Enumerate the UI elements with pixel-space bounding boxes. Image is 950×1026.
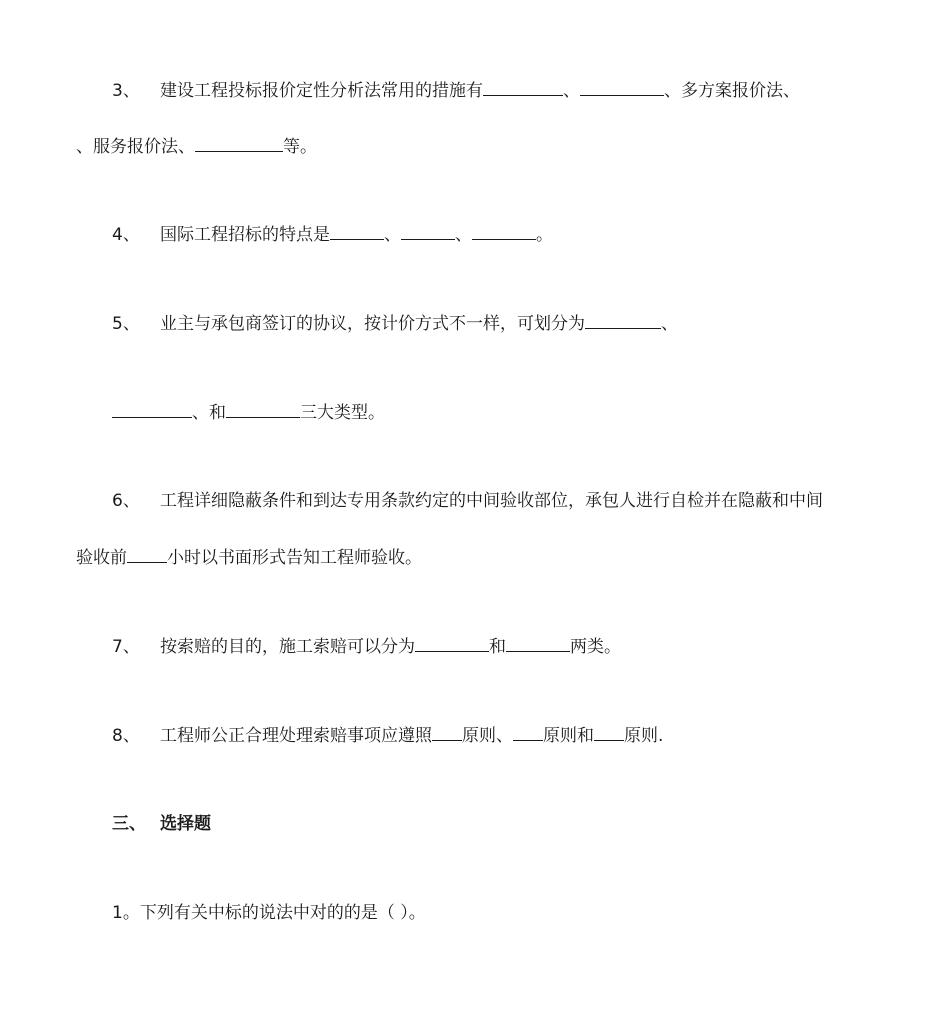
question-text: 和 [489,637,506,657]
section-title: 选择题 [160,814,211,834]
question-text: 等。 [283,137,317,157]
question-number: 6、 [112,491,140,511]
question-number: 4、 [112,225,140,245]
question-text: 按索赔的目的，施工索赔可以分为 [160,637,415,657]
question-3-line-1 [112,78,800,102]
question-text: 业主与承包商签订的协议，按计价方式不一样，可划分为 [160,314,585,334]
question-text: 1。下列有关中标的说法中对的的是（ ）。 [112,903,426,923]
question-6-line-2 [76,545,422,569]
answer-blank[interactable] [127,545,167,563]
separator-text: 、 [563,81,580,101]
question-8-line-1 [112,723,663,747]
question-text: 国际工程招标的特点是 [160,225,330,245]
question-4-line-1 [112,222,553,246]
answer-blank[interactable] [594,723,624,741]
question-text: 小时以书面形式告知工程师验收。 [167,548,422,568]
answer-blank[interactable] [513,723,543,741]
question-text: 原则和 [543,726,594,746]
answer-blank[interactable] [580,78,664,96]
answer-blank[interactable] [506,634,570,652]
separator-text: 、 [661,314,678,334]
question-6-line-1 [112,489,823,513]
answer-blank[interactable] [585,311,661,329]
separator-text: 、 [384,225,401,245]
question-text: 工程详细隐蔽条件和到达专用条款约定的中间验收部位，承包人进行自检并在隐蔽和中间 [160,491,823,511]
question-text: 三大类型。 [300,403,385,423]
question-3-line-2 [76,134,317,158]
answer-blank[interactable] [483,78,563,96]
question-text: 工程师公正合理处理索赔事项应遵照 [160,726,432,746]
answer-blank[interactable] [195,134,283,152]
answer-blank[interactable] [415,634,489,652]
question-text: 、多方案报价法、 [664,81,800,101]
question-text: 原则、 [462,726,513,746]
choice-question-1 [112,901,426,925]
question-7-line-1 [112,634,621,658]
question-number: 5、 [112,314,140,334]
question-text: 原则. [624,726,664,746]
question-text: 。 [536,225,553,245]
answer-blank[interactable] [432,723,462,741]
question-number: 7、 [112,637,140,657]
answer-blank[interactable] [330,222,384,240]
section-number: 三、 [112,814,146,834]
question-text: 两类。 [570,637,621,657]
answer-blank[interactable] [401,222,455,240]
separator-text: 、 [455,225,472,245]
question-text: 、服务报价法、 [76,137,195,157]
answer-blank[interactable] [226,400,300,418]
question-5-line-2 [112,400,385,424]
question-text: 建设工程投标报价定性分析法常用的措施有 [160,81,483,101]
answer-blank[interactable] [112,400,192,418]
answer-blank[interactable] [472,222,536,240]
question-number: 3、 [112,81,140,101]
question-number: 8、 [112,726,140,746]
question-text: 验收前 [76,548,127,568]
question-5-line-1 [112,311,678,335]
section-heading [112,812,211,836]
question-text: 、和 [192,403,226,423]
